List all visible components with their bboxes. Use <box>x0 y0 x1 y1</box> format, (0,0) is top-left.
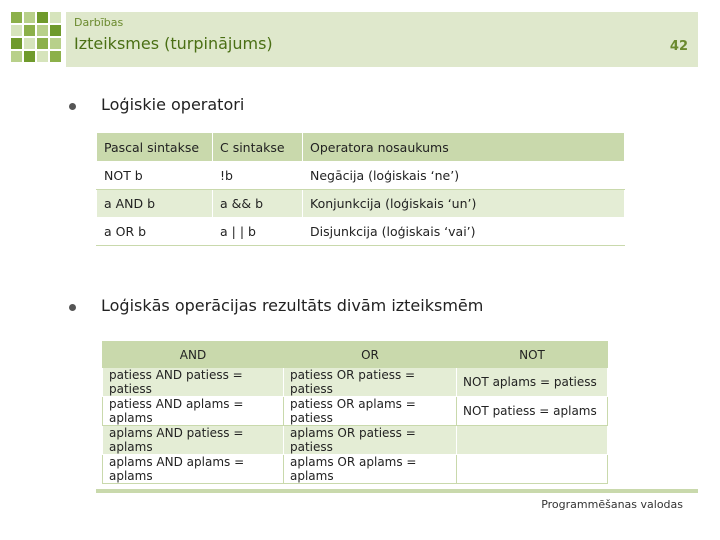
table-cell: NOT b <box>97 162 213 190</box>
logo-square <box>11 12 22 23</box>
table-cell: Konjunkcija (loģiskais ‘un’) <box>303 190 625 218</box>
breadcrumb: Darbības <box>74 16 124 29</box>
table-cell: patiess OR patiess = patiess <box>284 368 457 397</box>
column-header: AND <box>103 342 284 368</box>
logo-square <box>11 51 22 62</box>
table-row <box>103 426 608 455</box>
table-cell: NOT aplams = patiess <box>457 368 608 397</box>
logo-square <box>24 12 35 23</box>
page-number: 42 <box>669 39 688 54</box>
table-cell: aplams OR aplams = aplams <box>284 455 457 484</box>
table-cell: patiess OR aplams = patiess <box>284 397 457 426</box>
table-header-row <box>103 342 608 368</box>
table-cell: Disjunkcija (loģiskais ‘vai’) <box>303 218 625 246</box>
column-header: Pascal sintakse <box>97 133 213 162</box>
table-cell: a && b <box>213 190 303 218</box>
column-header: C sintakse <box>213 133 303 162</box>
logo-square <box>37 12 48 23</box>
logo-square <box>11 25 22 36</box>
logo-square <box>24 25 35 36</box>
table-row <box>103 455 608 484</box>
table-cell: a | | b <box>213 218 303 246</box>
table-cell: patiess AND aplams = aplams <box>103 397 284 426</box>
table-cell: !b <box>213 162 303 190</box>
page-title: Izteiksmes (turpinājums) <box>74 34 273 53</box>
bullet-icon <box>69 304 76 311</box>
column-header: Operatora nosaukums <box>303 133 625 162</box>
logo-square <box>50 25 61 36</box>
logo-square <box>50 38 61 49</box>
logo-square <box>37 38 48 49</box>
results-table <box>102 341 608 484</box>
table-cell: a OR b <box>97 218 213 246</box>
table-cell: aplams AND patiess = aplams <box>103 426 284 455</box>
logo-square <box>24 51 35 62</box>
logo-square <box>50 51 61 62</box>
operators-table <box>96 132 625 246</box>
column-header: OR <box>284 342 457 368</box>
table-cell <box>457 455 608 484</box>
logo-square <box>37 25 48 36</box>
logo-grid <box>11 12 65 66</box>
table-row <box>97 190 625 218</box>
table-cell: aplams OR patiess = patiess <box>284 426 457 455</box>
table-cell: NOT patiess = aplams <box>457 397 608 426</box>
table-row <box>97 218 625 246</box>
table-header-row <box>97 133 625 162</box>
footer-divider <box>96 489 698 493</box>
logo-square <box>24 38 35 49</box>
section-heading-operators: Loģiskie operatori <box>101 95 245 114</box>
column-header: NOT <box>457 342 608 368</box>
table-cell: Negācija (loģiskais ‘ne’) <box>303 162 625 190</box>
table-cell: aplams AND aplams = aplams <box>103 455 284 484</box>
bullet-icon <box>69 103 76 110</box>
logo-square <box>37 51 48 62</box>
logo-square <box>50 12 61 23</box>
logo-square <box>11 38 22 49</box>
section-heading-results: Loģiskās operācijas rezultāts divām izteiksmēm <box>101 296 484 315</box>
table-cell <box>457 426 608 455</box>
table-row <box>97 162 625 190</box>
table-cell: patiess AND patiess = patiess <box>103 368 284 397</box>
table-row <box>103 368 608 397</box>
footer-text: Programmēšanas valodas <box>541 498 683 511</box>
table-row <box>103 397 608 426</box>
table-cell: a AND b <box>97 190 213 218</box>
